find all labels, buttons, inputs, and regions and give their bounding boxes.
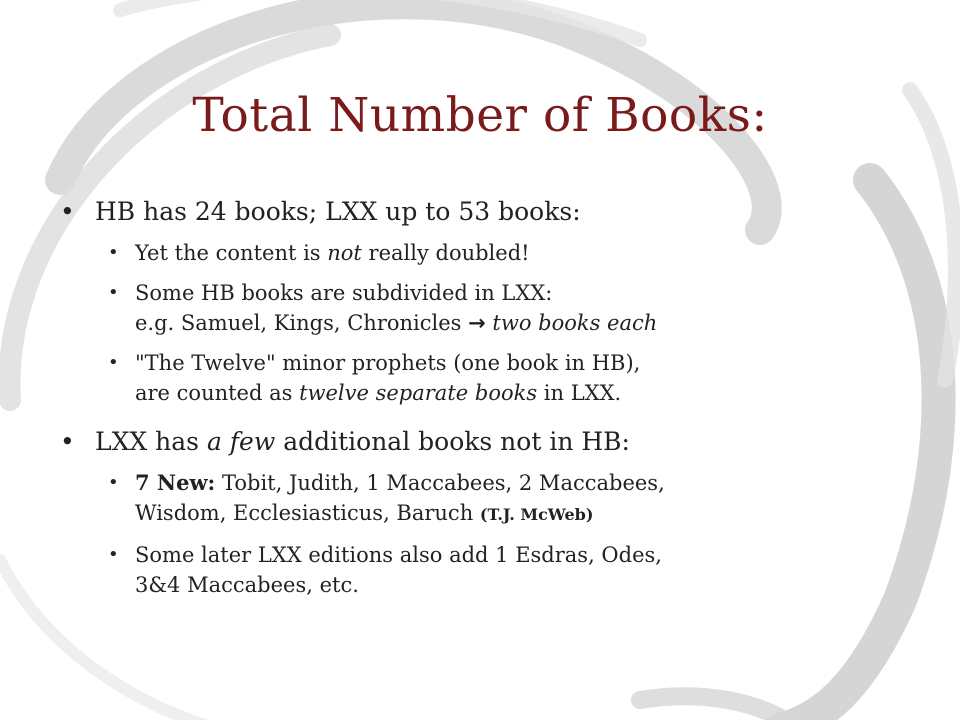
sub-bullet-list (108, 468, 920, 600)
sub-bullet-text: Some HB books are subdivided in LXX: (135, 281, 553, 305)
strong-text: 7 New: (135, 470, 216, 495)
sub-bullet-list (108, 238, 920, 408)
sub-bullet-text: Yet the content is (135, 241, 328, 265)
sub-bullet-item (108, 468, 920, 530)
paren-open: ( (479, 505, 488, 524)
bullet-icon: • (108, 544, 119, 565)
slide-title: Total Number of Books: (192, 88, 768, 143)
bullet-icon: • (60, 197, 75, 226)
bullet-item-additional-books (60, 426, 920, 600)
bullet-list (60, 196, 920, 600)
sub-bullet-text: "The Twelve" minor prophets (one book in HB), (135, 351, 641, 375)
sub-bullet-text: are counted as (135, 381, 300, 405)
sub-bullet-text: e.g. Samuel, Kings, Chronicles (135, 311, 469, 335)
sub-bullet-item (108, 540, 920, 600)
mnemonic-note (480, 505, 594, 524)
sub-bullet-text: Some later LXX editions also add 1 Esdras, Odes, (135, 543, 662, 567)
bullet-icon: • (60, 427, 75, 456)
bullet-icon: • (108, 352, 119, 373)
sub-bullet-text: Tobit, Judith, 1 Maccabees, 2 Maccabees, (215, 471, 665, 495)
sub-bullet-item (108, 238, 920, 268)
emphasis-text: two books each (492, 311, 658, 335)
sub-bullet-text: 3&4 Maccabees, etc. (135, 573, 359, 597)
sub-bullet-text: Wisdom, Ecclesiasticus, Baruch (135, 501, 480, 525)
bullet-text: HB has 24 books; LXX up to 53 books: (95, 197, 581, 226)
bullet-item-book-counts (60, 196, 920, 408)
emphasis-text: twelve separate books (299, 381, 538, 405)
mnemonic-text: T.J. McWeb (487, 505, 586, 524)
sub-bullet-text: in LXX. (537, 381, 622, 405)
bullet-text: LXX has (95, 427, 207, 456)
emphasis-text: not (327, 241, 362, 265)
bullet-text: additional books not in HB: (275, 427, 630, 456)
arrow-right-icon: → (468, 311, 486, 335)
sub-bullet-item (108, 278, 920, 338)
sub-bullet-item (108, 348, 920, 408)
bullet-icon: • (108, 282, 119, 303)
sub-bullet-text: really doubled! (361, 241, 530, 265)
emphasis-text: a few (206, 427, 276, 456)
paren-close: ) (585, 505, 594, 524)
bullet-icon: • (108, 472, 119, 493)
bullet-icon: • (108, 242, 119, 263)
